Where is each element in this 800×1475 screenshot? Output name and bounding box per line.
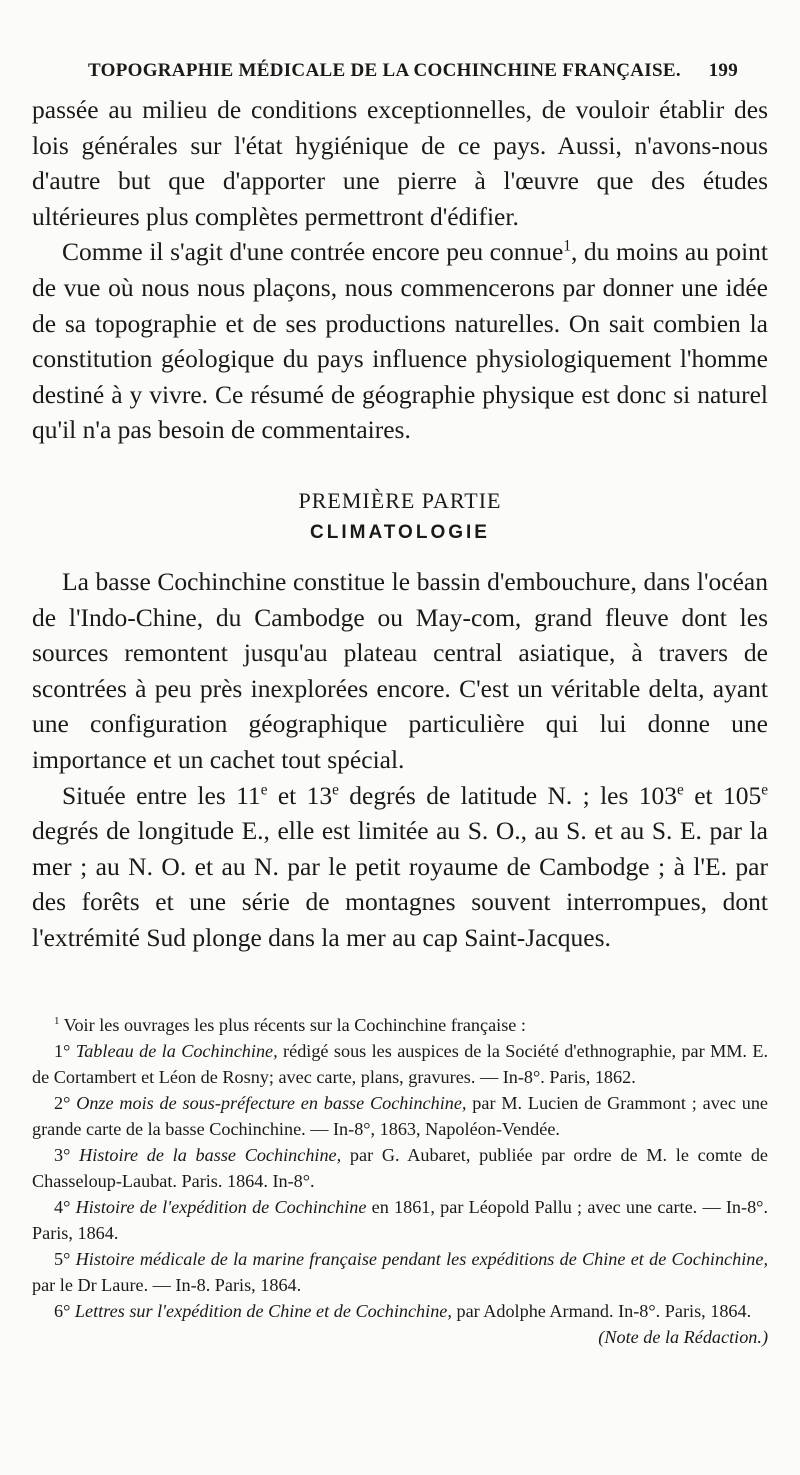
reference-number: 6° [54,1301,75,1321]
climatologie-paragraph-1: La basse Cochinchine constitue le bassin d'embouchure, dans l'océan de l'Indo-Chine, du Cambodge ou May-com, grand fleuve dont les sources remontent jusqu'au plateau central asiatique, à travers de scontrées à peu près inexplorées encore. C'est un véritable delta, ayant une configuration géographique particulière qui lui donne une importance et un cachet tout spécial. [32,566,768,774]
intro-paragraph-2 [32,234,768,448]
reference-details: rédigé sous les auspices de la Société d'ethnographie, par MM. E. de Cortambert et Léon de Rosny; avec carte, plans, gravures. — In-8°. Paris, 1862. [32,1041,769,1087]
reference-details: par G. Aubaret, publiée par ordre de M. le comte de Chasseloup-Laubat. Paris. 1864. In-8°. [32,1145,769,1191]
body-text [32,92,768,955]
reference-number: 5° [54,1249,76,1269]
reference-number: 3° [54,1145,80,1165]
redaction-note: (Note de la Rédaction.) [598,1327,768,1347]
reference-title: Onze mois de sous-préfecture en basse Cochinchine, [76,1093,467,1113]
reference-number: 2° [54,1093,77,1113]
reference-title: Histoire de l'expédition de Cochinchine [75,1197,367,1217]
footnote-reference [32,1298,768,1347]
reference-details: par Adolphe Armand. In-8°. Paris, 1864. [451,1301,752,1321]
part-title: PREMIÈRE PARTIE [298,487,502,513]
footnote-references [32,1038,769,1347]
ordinal-sup: e [332,781,339,798]
ordinal-sup: e [761,781,769,798]
footnote-intro [32,1012,768,1038]
reference-details: par le Dr Laure. — In-8. Paris, 1864. [32,1275,302,1295]
running-title: TOPOGRAPHIE MÉDICALE DE LA COCHINCHINE FRANÇAISE. [88,60,681,81]
footnote-reference [32,1246,768,1298]
climatologie-paragraph-2 [32,778,768,956]
reference-title: Histoire médicale de la marine française pendant les expéditions de Chine et de Cochinchine, [75,1249,768,1269]
footnote-reference [32,1090,768,1142]
ordinal-sup: e [677,781,684,798]
latitude-text-2: et 13 [267,780,333,810]
longitude-text-2: et 105 [683,780,762,810]
page-number: 199 [708,60,738,81]
intro-paragraph-2-start: Comme il s'agit d'une contrée encore peu connue [62,237,564,267]
reference-title: Tableau de la Cochinchine, [75,1041,278,1061]
reference-title: Lettres sur l'expédition de Chine et de Cochinchine, [74,1301,452,1321]
footnote-reference [32,1194,768,1246]
intro-paragraph-1: passée au milieu de conditions exceptionnelles, de vouloir établir des lois générales sur l'état hygiénique de ce pays. Aussi, n'avons-nous d'autre but que d'apporter une pierre à l'œuvre que des études ultérieures plus complètes permettront d'édifier. [32,95,768,231]
footnote-reference [32,1142,768,1194]
reference-title: Histoire de la basse Cochinchine, [79,1145,342,1165]
boundaries-text: degrés de longitude E., elle est limitée au S. O., au S. et au S. E. par la mer ; au N. O. et au N. par le petit royaume de Cambodge ; à l'E. par des forêts et une série de montagnes souvent interrompues, dont l'extrémité Sud plonge dans la mer au cap Saint-Jacques. [32,816,768,952]
reference-number: 1° [54,1041,76,1061]
ordinal-sup: e [260,781,268,798]
running-head [88,60,738,82]
footnote-reference [32,1038,768,1090]
latitude-text: Située entre les 11 [62,780,261,810]
reference-number: 4° [54,1197,76,1217]
longitude-text: degrés de latitude N. ; les 103 [338,780,678,810]
footnote-mark: 1 [54,1014,60,1027]
footnote-ref: 1 [563,237,571,255]
reference-details: par M. Lucien de Grammont ; avec une grande carte de la basse Cochinchine. — In-8°, 1863, Napoléon-Vendée. [32,1093,769,1139]
section-title: CLIMATOLOGIE [310,521,490,543]
reference-details: en 1861, par Léopold Pallu ; avec une carte. — In-8°. Paris, 1864. [32,1197,768,1243]
footnote-intro-text: Voir les ouvrages les plus récents sur la Cochinchine française : [59,1015,526,1035]
intro-paragraph-2-end: , du moins au point de vue où nous nous plaçons, nous commencerons par donner une idée de sa topographie et de ses productions naturelles. On sait combien la constitution géologique du pays influence physiologiquement l'homme destiné à y vivre. Ce résumé de géographie physique est donc si naturel qu'il n'a pas besoin de commentaires. [32,237,768,445]
footnotes [32,1012,768,1350]
